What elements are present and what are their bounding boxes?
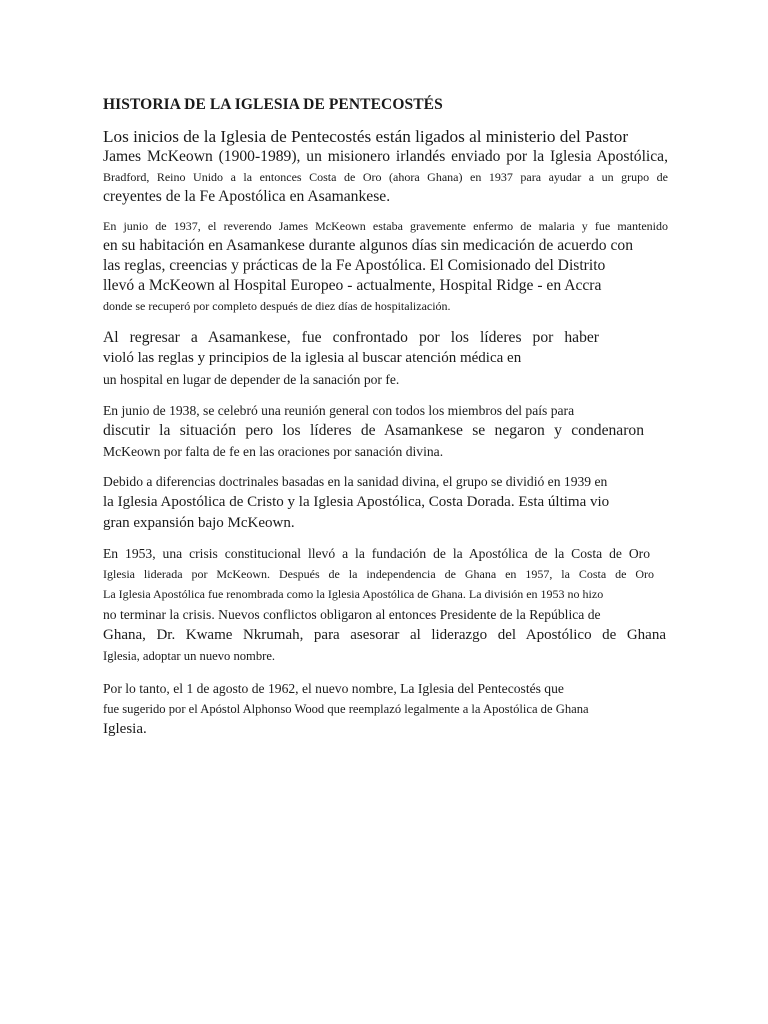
text-line: En junio de 1937, el reverendo James McKeown estaba gravemente enfermo de malaria y fue mantenido xyxy=(103,219,668,233)
paragraph-5 xyxy=(103,471,668,534)
text-line: En junio de 1938, se celebró una reunión general con todos los miembros del país para xyxy=(103,403,575,418)
text-line: Por lo tanto, el 1 de agosto de 1962, el nuevo nombre, La Iglesia del Pentecostés que xyxy=(103,681,564,696)
text-line: violó las reglas y principios de la iglesia al buscar atención médica en xyxy=(103,350,522,366)
text-line: Iglesia liderada por McKeown. Después de la independencia de Ghana en 1957, la Costa de Oro xyxy=(103,567,654,581)
text-line: Debido a diferencias doctrinales basadas en la sanidad divina, el grupo se dividió en 1939 en xyxy=(103,474,608,489)
text-line: Bradford, Reino Unido a la entonces Costa de Oro (ahora Ghana) en 1937 para ayudar a un grupo de xyxy=(103,170,668,184)
paragraph-2 xyxy=(103,216,668,316)
paragraph-1 xyxy=(103,126,668,207)
paragraph-3 xyxy=(103,328,668,390)
text-line: McKeown por falta de fe en las oraciones por sanación divina. xyxy=(103,444,444,459)
document-title: HISTORIA DE LA IGLESIA DE PENTECOSTÉS xyxy=(103,96,443,113)
text-line: Iglesia, adoptar un nuevo nombre. xyxy=(103,649,276,663)
paragraph-6 xyxy=(103,543,668,666)
text-line: creyentes de la Fe Apostólica en Asamankese. xyxy=(103,188,391,205)
text-line: En 1953, una crisis constitucional llevó a la fundación de la Apostólica de la Costa de Oro xyxy=(103,546,650,561)
text-line: no terminar la crisis. Nuevos conflictos obligaron al entonces Presidente de la República de xyxy=(103,607,601,622)
text-line: Los inicios de la Iglesia de Pentecostés están ligados al ministerio del Pastor xyxy=(103,127,629,146)
text-line: Ghana, Dr. Kwame Nkrumah, para asesorar al liderazgo del Apostólico de Ghana xyxy=(103,627,666,643)
text-line: Iglesia. xyxy=(103,721,147,737)
text-line: discutir la situación pero los líderes de Asamankese se negaron y condenaron xyxy=(103,422,644,439)
text-line: la Iglesia Apostólica de Cristo y la Iglesia Apostólica, Costa Dorada. Esta última vio xyxy=(103,494,610,510)
text-line: gran expansión bajo McKeown. xyxy=(103,515,295,531)
text-line: donde se recuperó por completo después de diez días de hospitalización. xyxy=(103,299,451,313)
text-line: fue sugerido por el Apóstol Alphonso Wood que reemplazó legalmente a la Apostólica de Ghana xyxy=(103,702,589,716)
paragraph-4 xyxy=(103,400,668,462)
text-line: llevó a McKeown al Hospital Europeo - actualmente, Hospital Ridge - en Accra xyxy=(103,277,602,294)
text-line: las reglas, creencias y prácticas de la Fe Apostólica. El Comisionado del Distrito xyxy=(103,257,606,274)
text-line: Al regresar a Asamankese, fue confrontado por los líderes por haber xyxy=(103,329,599,346)
text-line: en su habitación en Asamankese durante algunos días sin medicación de acuerdo con xyxy=(103,237,634,254)
text-line: James McKeown (1900-1989), un misionero irlandés enviado por la Iglesia Apostólica, xyxy=(103,148,668,165)
text-line: un hospital en lugar de depender de la sanación por fe. xyxy=(103,372,400,387)
paragraph-7 xyxy=(103,678,668,740)
text-line: La Iglesia Apostólica fue renombrada como la Iglesia Apostólica de Ghana. La división en 1953 no hizo xyxy=(103,587,604,601)
